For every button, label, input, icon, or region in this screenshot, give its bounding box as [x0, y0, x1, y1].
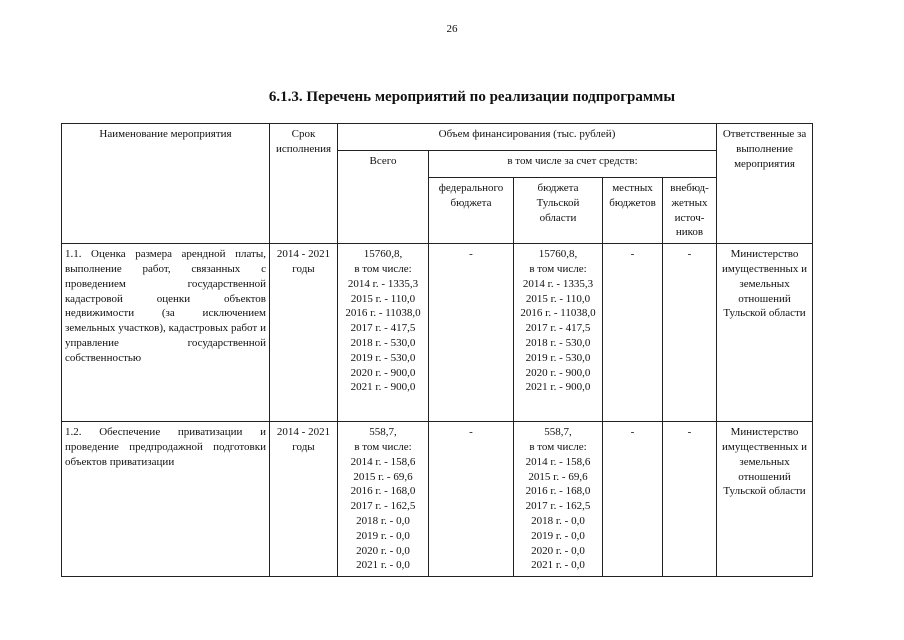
activity-regional — [514, 422, 603, 577]
activity-responsible: Министерство имущественных и земельных отношений Тульской области — [717, 422, 813, 577]
header-extrabudget: внебюд-жетных источ-ников — [663, 178, 717, 244]
activities-table — [61, 123, 813, 577]
funding-line: 2017 г. - 162,5 — [350, 500, 416, 513]
funding-line: 2017 г. - 162,5 — [525, 500, 591, 513]
funding-line: 2019 г. - 0,0 — [356, 529, 410, 542]
funding-line: 2021 г. - 0,0 — [356, 559, 410, 572]
funding-line: в том числе: — [354, 440, 412, 453]
funding-line: 2019 г. - 530,0 — [350, 351, 416, 364]
funding-line: 2021 г. - 0,0 — [531, 559, 585, 572]
funding-line: в том числе: — [354, 262, 412, 275]
funding-line: 2018 г. - 0,0 — [531, 514, 585, 527]
funding-line: 2014 г. - 1335,3 — [347, 277, 419, 290]
header-term: Срок исполнения — [270, 124, 338, 244]
activity-name: 1.1. Оценка размера арендной платы, выполнение работ, связанных с проведением государственной кадастровой оценки объектов недвижимости (за исключением земельных участков), кадастровых работ и управление государственной собственностью — [62, 244, 270, 422]
funding-line: 2020 г. - 0,0 — [531, 544, 585, 557]
funding-line: 2017 г. - 417,5 — [525, 322, 591, 335]
funding-line: 558,7, — [544, 426, 572, 439]
funding-line: 15760,8, — [538, 248, 578, 261]
header-name: Наименование мероприятия — [62, 124, 270, 244]
activity-term: 2014 - 2021 годы — [270, 422, 338, 577]
funding-line: 2020 г. - 900,0 — [525, 366, 591, 379]
header-federal: федерального бюджета — [429, 178, 514, 244]
activity-federal: - — [429, 244, 514, 422]
funding-line: 2019 г. - 530,0 — [525, 351, 591, 364]
activity-responsible: Министерство имущественных и земельных отношений Тульской области — [717, 244, 813, 422]
activity-regional — [514, 244, 603, 422]
funding-line: в том числе: — [529, 440, 587, 453]
activity-total — [338, 422, 429, 577]
funding-line: 2014 г. - 1335,3 — [522, 277, 594, 290]
header-total: Всего — [338, 151, 429, 244]
funding-line: 2021 г. - 900,0 — [350, 381, 416, 394]
funding-line: 2017 г. - 417,5 — [350, 322, 416, 335]
funding-line: 2015 г. - 110,0 — [525, 292, 591, 305]
funding-line: 2021 г. - 900,0 — [525, 381, 591, 394]
activity-local: - — [603, 422, 663, 577]
activity-local: - — [603, 244, 663, 422]
funding-line: 2016 г. - 11038,0 — [520, 307, 596, 320]
funding-line: 2014 г. - 158,6 — [525, 455, 591, 468]
table-row — [62, 422, 813, 577]
header-funding: Объем финансирования (тыс. рублей) — [338, 124, 717, 151]
header-regional: бюджета Тульской области — [514, 178, 603, 244]
funding-line: 2015 г. - 69,6 — [528, 470, 588, 483]
funding-line: 2018 г. - 530,0 — [350, 336, 416, 349]
activity-extrabudget: - — [663, 244, 717, 422]
activity-total — [338, 244, 429, 422]
funding-line: 2018 г. - 530,0 — [525, 336, 591, 349]
page-number: 26 — [446, 23, 458, 35]
funding-line: 2015 г. - 110,0 — [350, 292, 416, 305]
header-responsible: Ответственные за выполнение мероприятия — [717, 124, 813, 244]
header-including: в том числе за счет средств: — [429, 151, 717, 178]
table-row — [62, 244, 813, 422]
funding-line: 2019 г. - 0,0 — [531, 529, 585, 542]
funding-line: 2016 г. - 11038,0 — [345, 307, 421, 320]
funding-line: 2014 г. - 158,6 — [350, 455, 416, 468]
funding-line: 2018 г. - 0,0 — [356, 514, 410, 527]
funding-line: 2015 г. - 69,6 — [353, 470, 413, 483]
funding-line: 2016 г. - 168,0 — [525, 485, 591, 498]
funding-line: 15760,8, — [363, 248, 403, 261]
activity-name: 1.2. Обеспечение приватизации и проведение предпродажной подготовки объектов приватизации — [62, 422, 270, 577]
activity-extrabudget: - — [663, 422, 717, 577]
activity-federal: - — [429, 422, 514, 577]
funding-line: в том числе: — [529, 262, 587, 275]
funding-line: 2020 г. - 900,0 — [350, 366, 416, 379]
funding-line: 558,7, — [369, 426, 397, 439]
funding-line: 2016 г. - 168,0 — [350, 485, 416, 498]
header-local: местных бюджетов — [603, 178, 663, 244]
section-heading: 6.1.3. Перечень мероприятий по реализации подпрограммы — [268, 89, 676, 105]
activity-term: 2014 - 2021 годы — [270, 244, 338, 422]
funding-line: 2020 г. - 0,0 — [356, 544, 410, 557]
